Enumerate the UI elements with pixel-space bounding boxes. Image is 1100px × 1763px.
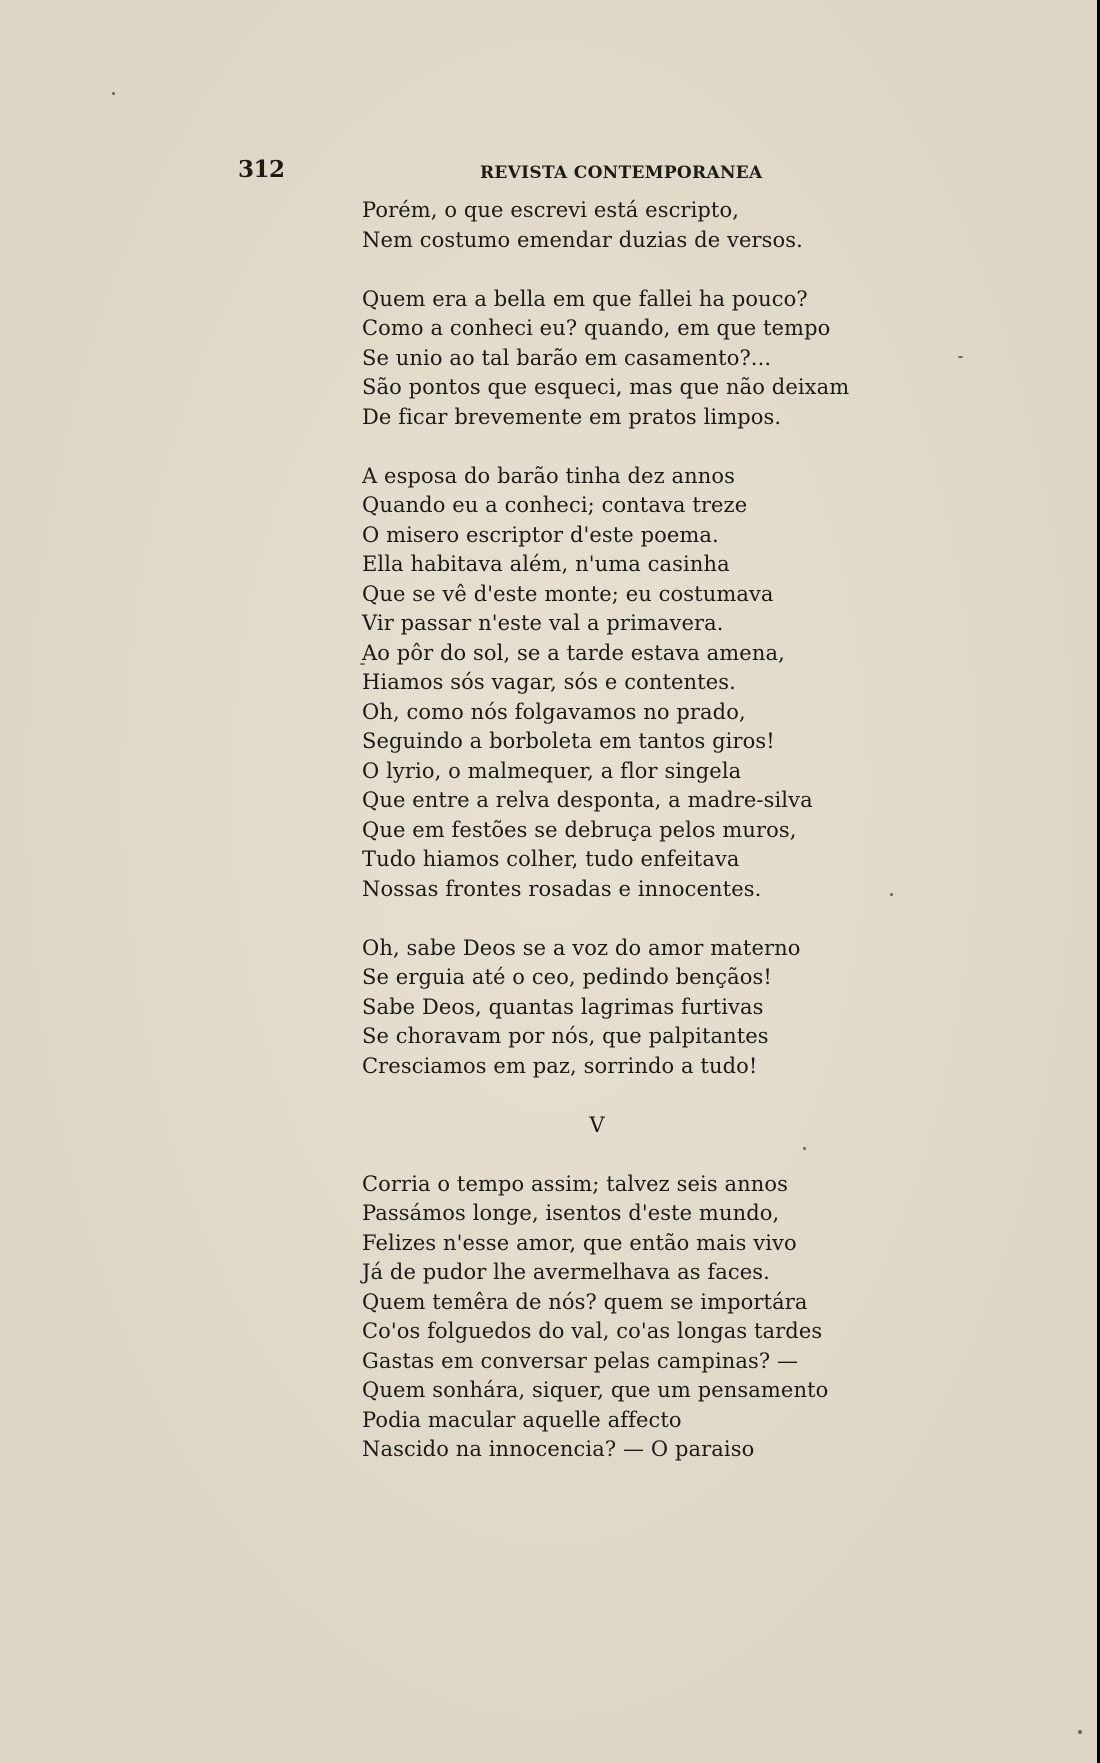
verse-line: Quando eu a conheci; contava treze <box>362 493 748 517</box>
verse-line: Como a conheci eu? quando, em que tempo <box>362 316 831 340</box>
verse-line: Já de pudor lhe avermelhava as faces. <box>362 1260 770 1284</box>
verse-line: Nascido na innocencia? — O paraiso <box>362 1437 755 1461</box>
stanza <box>362 285 882 433</box>
verse-line: Oh, sabe Deos se a voz do amor materno <box>362 935 801 960</box>
verse-line: Seguindo a borboleta em tantos giros! <box>362 729 775 753</box>
verse-line: Que em festões se debruça pelos muros, <box>362 817 797 842</box>
verse-line: Sabe Deos, quantas lagrimas furtivas <box>362 994 764 1019</box>
paper-speck <box>958 356 963 358</box>
verse-line: Se erguia até o ceo, pedindo bençãos! <box>362 965 772 989</box>
verse-line: São pontos que esqueci, mas que não deixam <box>362 375 850 399</box>
verse-line: Felizes n'esse amor, que então mais vivo <box>362 1230 797 1255</box>
paper-speck <box>1078 1730 1082 1734</box>
verse-line: Ao pôr do sol, se a tarde estava amena, <box>362 640 785 665</box>
paper-speck <box>890 893 893 896</box>
stanza-gap <box>362 1081 882 1111</box>
verse-line: A esposa do barão tinha dez annos <box>362 463 736 488</box>
verse-line: Nem costumo emendar duzias de versos. <box>362 227 803 252</box>
verse-line: Ella habitava além, n'uma casinha <box>362 552 730 576</box>
verse-line: Cresciamos em paz, sorrindo a tudo! <box>362 1053 758 1078</box>
verse-line: De ficar brevemente em pratos limpos. <box>362 404 782 429</box>
stanza-gap <box>362 1140 882 1170</box>
stanza <box>362 934 882 1082</box>
verse-line: Que se vê d'este monte; eu costumava <box>362 581 774 606</box>
stanza-gap <box>362 255 882 285</box>
verse-line: Nossas frontes rosadas e innocentes. <box>362 876 762 901</box>
stanza <box>362 1170 882 1465</box>
verse-line: Quem era a bella em que fallei ha pouco? <box>362 286 808 311</box>
verse-line: Se unio ao tal barão em casamento?... <box>362 345 772 370</box>
verse-line: O misero escriptor d'este poema. <box>362 522 719 547</box>
verse-line: Corria o tempo assim; talvez seis annos <box>362 1171 788 1196</box>
page-number: 312 <box>238 156 285 183</box>
verse-line: Hiamos sós vagar, sós e contentes. <box>362 670 736 694</box>
verse-line: Co'os folguedos do val, co'as longas tardes <box>362 1319 823 1343</box>
stanza-gap <box>362 904 882 934</box>
stanza <box>362 196 882 255</box>
verse-line: Podia macular aquelle affecto <box>362 1407 682 1432</box>
verse-line: Que entre a relva desponta, a madre-silva <box>362 788 813 812</box>
poem-body <box>362 196 882 1465</box>
verse-line: Oh, como nós folgavamos no prado, <box>362 699 746 724</box>
verse-line: Quem temêra de nós? quem se importára <box>362 1289 808 1314</box>
verse-line: Gastas em conversar pelas campinas? — <box>362 1348 799 1373</box>
verse-line: O lyrio, o malmequer, a flor singela <box>362 758 742 783</box>
verse-line: Quem sonhára, siquer, que um pensamento <box>362 1378 829 1402</box>
running-head: REVISTA CONTEMPORANEA <box>480 163 763 183</box>
verse-line: Vir passar n'este val a primavera. <box>362 611 724 635</box>
section-number: V <box>589 1112 605 1137</box>
stanza-gap <box>362 432 882 462</box>
paper-speck <box>112 92 115 95</box>
verse-line: Passámos longe, isentos d'este mundo, <box>362 1201 780 1225</box>
verse-line: Porém, o que escrevi está escripto, <box>362 198 739 222</box>
verse-line: Se choravam por nós, que palpitantes <box>362 1024 769 1048</box>
stanza <box>362 462 882 905</box>
verse-line: Tudo hiamos colher, tudo enfeitava <box>362 847 740 871</box>
